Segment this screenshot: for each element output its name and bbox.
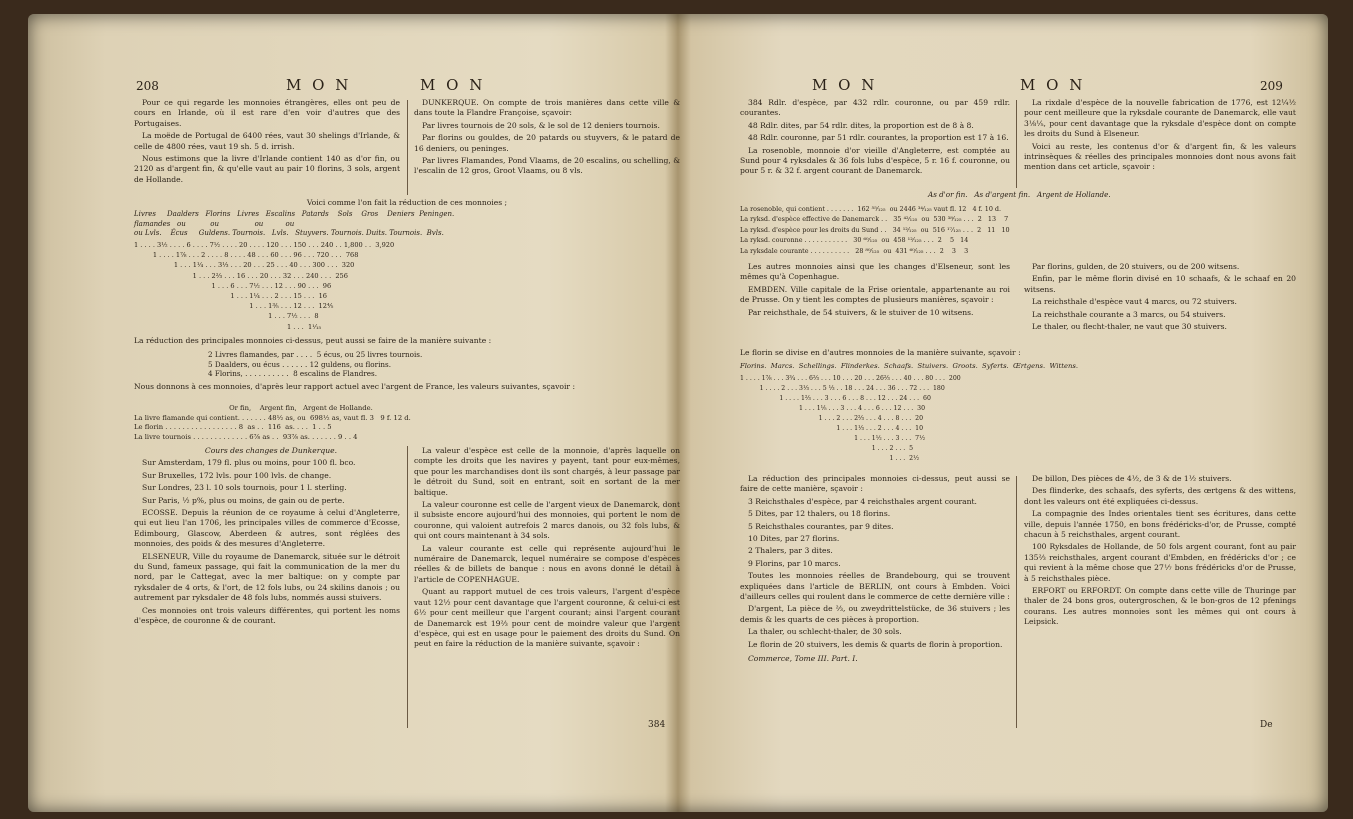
section-title: Cours des changes de Dunkerque.	[204, 446, 338, 455]
left-column-2	[414, 98, 680, 179]
paragraph: La valeur couronne est celle de l'argent vieux de Danemarck, dont il subsiste encore aujourd'hui des monnoies, qui portent le nom de couronne, qui valoient autrefois 2 marcs danois, ou 32 fols lubs, & qui ont cours maintenant à 34 sols.	[414, 500, 680, 541]
florin-table-header: Florins. Marcs. Schellings. Flinderkes. Schaafs. Stuivers. Groots. Syferts. Œrtgens. Wittens.	[740, 362, 1079, 370]
paragraph: Par florins ou gouldes, de 20 patards ou stuyvers, & le patard de 16 deniers, ou peninges.	[414, 133, 680, 153]
paragraph: Par reichsthale, de 54 stuivers, & le stuiver de 10 witsens.	[748, 307, 974, 317]
paragraph: La reichsthale courante a 3 marcs, ou 54 stuivers.	[1032, 309, 1226, 319]
table-1-body: 1 . . . . 3½ . . . . 6 . . . . 7½ . . . . 20 . . . . 120 . . . 150 . . . 240 . . 1,800 . . 3,920 1 . . . . 1⅞ . . . 2 . . . . 8 . . . . 48 . . . 60 . . . 96 . . . 720 . . . 768 1 . . . 1¼ . . . 3⅓ . . . 20 . . . 25 . . . 40 . . . 300 . . . 320 1 . . . 2⅔ . . . 16 . . . 20 . . . 32 . . . 240 . . . 256 1 . . . 6 . . . 7½ . . . 12 . . . 90 . . . 96 1 . . . 1¼ . . . 2 . . . 15 . . . 16 1 . . . 1⅗ . . . 12 . . . 12⅘ 1 . . . 7½ . . . 8 1 . . . 1¹⁄₁₅	[134, 241, 395, 331]
right-catchword: De	[1260, 720, 1273, 730]
rosenoble-table-header: As d'or fin. As d'argent fin. Argent de Hollande.	[928, 190, 1111, 199]
left-column-3	[134, 446, 400, 629]
paragraph: Sur Amsterdam, 179 fl. plus ou moins, pour 100 fl. bco.	[142, 458, 356, 468]
paragraph: EMBDEN. Ville capitale de la Frise orientale, appartenante au roi de Prusse. On y tient les comptes de plusieurs manières, sçavoir :	[740, 284, 1010, 305]
paragraph: Par livres tournois de 20 sols, & le sol de 12 deniers tournois.	[422, 120, 660, 130]
right-column-6	[1024, 474, 1296, 630]
paragraph: 48 Rdlr. couronne, par 51 rdlr. courantes, la proportion est 17 à 16.	[748, 133, 1009, 143]
paragraph: Voici au reste, les contenus d'or & d'argent fin, & les valeurs intrinsèques & réelles des principales monnoies dont nous avons fait mention dans cet article, sçavoir :	[1024, 141, 1296, 172]
paragraph: La réduction des principales monnoies ci-dessus, peut aussi se faire de cette manière, sçavoir :	[740, 474, 1010, 494]
paragraph: 100 Ryksdales de Hollande, de 50 fols argent courant, font au pair 135⅔ reichsthales, argent courant d'Embden, en frédéricks d'or ; ce qui revient à la même chose que 27⅐ bons frédéricks d'or de Prusse, à 5 reichsthales pièce.	[1024, 542, 1296, 583]
right-column-3	[740, 262, 1010, 320]
open-book	[28, 14, 1328, 812]
paragraph: La valeur d'espèce est celle de la monnoie, d'après laquelle on compte les droits que les navires y payent, tant pour eux-mêmes, que pour les marchandises dont ils sont chargés, à leur passage par le détroit du Sund, soit en entrant, soit en sortant de la mer baltique.	[414, 446, 680, 497]
paragraph: Sur Bruxelles, 172 lvls. pour 100 lvls. de change.	[142, 470, 332, 480]
right-column-1	[740, 98, 1010, 179]
paragraph: ELSENEUR, Ville du royaume de Danemarck, située sur le détroit du Sund, fameux passage, qui fait la communication de la mer du nord, par le Cattegat, avec la mer baltique: on y compte par ryksdaler de 4 orts, & l'ort, de 12 fols lubs, ou 24 skilins danois ; ou autrement par ryksdaler de 48 fols lubs, nommés aussi stuivers.	[134, 551, 400, 603]
paragraph: Le florin de 20 stuivers, les demis & quarts de florin à proportion.	[748, 639, 1003, 649]
paragraph: 5 Reichsthales courantes, par 9 dites.	[748, 521, 894, 531]
paragraph: La thaler, ou schlecht-thaler, de 30 sols.	[748, 627, 902, 637]
left-page-running-title-2: M O N	[420, 76, 486, 94]
left-page-number: 208	[136, 79, 159, 93]
paragraph: 2 Thalers, par 3 dites.	[748, 546, 833, 556]
paragraph: De billon, Des pièces de 4½, de 3 & de 1½ stuivers.	[1032, 474, 1232, 483]
rosenoble-table: La rosenoble, qui contient . . . . . . . 162 ⁵⁵⁄₁₂₅ ou 2446 ³⁴⁄₁₂₅ vaut fl. 12 4 f. 10 d. La ryksd. d'espèce effective de Danemarck . . 35 ⁴²⁄₁₂₅ ou 530 ³⁸⁄₁₂₅ . . . 2 13 7 La ryksd. d'espèce pour les droits du Sund . . 34 ¹²⁄₁₂₅ ou 516 ¹⁷⁄₁₂₅ . . . 2 11 10 La ryksd. couronne . . . . . . . . . . . 30 ⁶⁰⁄₁₂₅ ou 458 ¹²⁄₁₂₅ . . . 2 5 14 La ryksdale courante . . . . . . . . . . 28 ⁸⁰⁄₁₂₅ ou 431 ⁶⁰⁄₁₂₅ . . . 2 3 3	[740, 205, 1010, 255]
paragraph: 9 Florins, par 10 marcs.	[748, 558, 841, 568]
paragraph: Ces monnoies ont trois valeurs différentes, qui portent les noms d'espèce, de couronne & de courant.	[134, 605, 400, 626]
left-page-running-title: M O N	[286, 76, 352, 94]
paragraph: Par florins, gulden, de 20 stuivers, ou de 200 witsens.	[1032, 262, 1240, 271]
values-intro: Nous donnons à ces monnoies, d'après leur rapport actuel avec l'argent de France, les valeurs suivantes, sçavoir :	[134, 382, 576, 391]
paragraph: 384 Rdlr. d'espèce, par 432 rdlr. couronne, ou par 459 rdlr. courantes.	[740, 98, 1010, 118]
column-rule	[1016, 100, 1017, 188]
paragraph: Enfin, par le même florin divisé en 10 schaafs, & le schaaf en 20 witsens.	[1024, 274, 1296, 294]
paragraph: 10 Dites, par 27 florins.	[748, 534, 840, 544]
paragraph: La reichsthale d'espèce vaut 4 marcs, ou 72 stuivers.	[1032, 297, 1237, 307]
right-page-running-title: M O N	[812, 76, 878, 94]
table-1-header: Livres Daalders Florins Livres Escalins Patards Sols Gros Deniers Peningen. flamandes ou ou ou ou ou Lvls. Écus Guldens. Tournois. Lvls. Stuyvers. Tournois. Duits. Tournois. Bvls.	[134, 210, 455, 238]
reduction-intro: Voici comme l'on fait la réduction de ces monnoies ;	[306, 198, 508, 207]
paragraph: Sur Londres, 23 l. 10 sols tournois, pour 1 l. sterling.	[142, 483, 347, 493]
right-column-4	[1024, 262, 1296, 334]
reduction-2-rows: 2 Livres flamandes, par . . . . 5 écus, ou 25 livres tournois. 5 Daalders, ou écus . . . . . . 12 guldens, ou florins. 4 Florins, . . . . . . . . . . 8 escalins de Flandres.	[208, 350, 423, 379]
paragraph: Sur Paris, ½ p%, plus ou moins, de gain ou de perte.	[142, 495, 345, 505]
paragraph: Des flinderke, des schaafs, des syferts, des œrtgens & des wittens, dont les valeurs ont été expliquées ci-dessus.	[1024, 486, 1296, 506]
right-page-number: 209	[1260, 79, 1283, 93]
paragraph: La rixdale d'espèce de la nouvelle fabrication de 1776, est 12¼½ pour cent meilleure que la ryksdale courante de Danemarck, elle vaut 3⅛⅕, pour cent davantage que la ryksdale d'espèce dont on compte les droits du Sund à Elseneur.	[1024, 98, 1296, 139]
paragraph: La rosenoble, monnoie d'or vieille d'Angleterre, est comptée au Sund pour 4 ryksdales & 36 fols lubs d'espèce, 5 r. 16 f. couronne, ou pour 5 r. & 32 f. argent courant de Danemarck.	[740, 145, 1010, 176]
paragraph: Pour ce qui regarde les monnoies étrangères, elles ont peu de cours en Irlande, où il est rare d'en voir d'autres que des Portugaises.	[134, 98, 400, 128]
right-column-5	[740, 474, 1010, 667]
column-rule	[407, 446, 408, 728]
column-rule	[1016, 476, 1017, 728]
signature-line: Commerce, Tome III. Part. I.	[748, 654, 858, 664]
column-rule	[407, 100, 408, 195]
paragraph: ECOSSE. Depuis la réunion de ce royaume à celui d'Angleterre, qui eut lieu l'an 1706, les principales villes de commerce d'Ecosse, Edimbourg, Glascow, Aberdeen & autres, sont réglées des monnoies, des poids & des mesures d'Angleterre.	[134, 508, 400, 549]
paragraph: Le thaler, ou flecht-thaler, ne vaut que 30 stuivers.	[1032, 322, 1227, 332]
left-column-1	[134, 98, 400, 187]
paragraph: ERFORT ou ERFORDT. On compte dans cette ville de Thuringe par thaler de 24 bons gros, outergroschen, & le bon-gros de 12 pfenings courans. Les autres monnoies sont les mêmes qui ont cours à Leipsick.	[1024, 586, 1296, 627]
paragraph: La valeur courante est celle qui représente aujourd'hui le numéraire de Danemarck, lequel numéraire se compose d'espèces réelles & de billets de banque : nous en avons donné le détail à l'article de COPENHAGUE.	[414, 543, 680, 584]
paragraph: Nous estimons que la livre d'Irlande contient 140 as d'or fin, ou 2120 as d'argent fin, & qu'elle vaut au pair 10 florins, 3 sols, argent de Hollande.	[134, 154, 400, 184]
reduction-2: La réduction des principales monnoies ci-dessus, peut aussi se faire de la manière suivante :	[134, 336, 492, 345]
paragraph: 3 Reichsthales d'espèce, par 4 reichsthales argent courant.	[748, 496, 977, 506]
paragraph: 5 Dites, par 12 thalers, ou 18 florins.	[748, 509, 891, 519]
paragraph: La moëde de Portugal de 6400 rées, vaut 30 shelings d'Irlande, & celle de 4800 rées, vaut 19 sh. 5 d. irrish.	[134, 131, 400, 151]
left-catchword: 384	[648, 720, 666, 730]
values-table: Or fin, Argent fin, Argent de Hollande. La livre flamande qui contient. . . . . . . 48½ as, ou 698½ as, vaut fl. 3 9 f. 12 d. Le florin . . . . . . . . . . . . . . . . . 8 as . . 116 as. . . . 1 . . 5 La livre tournois . . . . . . . . . . . . . 6⅞ as . . 93⅞ as. . . . . . . 9 . . 4	[134, 404, 411, 441]
florin-table: 1 . . . . 1⅞ . . . 3¾ . . . 6⅔ . . . 10 . . . 20 . . . 26⅔ . . . 40 . . . 80 . . . 200 1 . . . . 2 . . . 3⅓ . . . 5 ⅓ . . 18 . . . 24 . . . 36 . . . 72 . . . 180 1 . . . . 1⅔ . . . 3 . . . 6 . . . 8 . . . 12 . . . 24 . . . 60 1 . . . 1⅕ . . . 3 . . . 4 . . . 6 . . . 12 . . . 30 1 . . . 2 . . . 2⅔ . . . 4 . . . 8 . . . 20 1 . . . 1⅓ . . . 2 . . . 4 . . . 10 1 . . . 1½ . . . 3 . . . 7½ 1 . . . 2 . . . 5 1 . . . 2½	[740, 375, 961, 462]
paragraph: 48 Rdlr. dites, par 54 rdlr. dites, la proportion est de 8 à 8.	[748, 120, 974, 130]
paragraph: DUNKERQUE. On compte de trois manières dans cette ville & dans toute la Flandre Françoise, sçavoir:	[414, 98, 680, 118]
florin-intro: Le florin se divise en d'autres monnoies de la manière suivante, sçavoir :	[740, 348, 1021, 357]
right-page-running-title-2: M O N	[1020, 76, 1086, 94]
paragraph: Par livres Flamandes, Pond Vlaams, de 20 escalins, ou schelling, & l'escalin de 12 gros, Groot Vlaams, ou 8 vls.	[414, 156, 680, 176]
paragraph: Quant au rapport mutuel de ces trois valeurs, l'argent d'espèce vaut 12½ pour cent davantage que l'argent couronne, & celui-ci est 6½ pour cent meilleur que l'argent courant; ainsi l'argent courant de Danemarck est 19⅔ pour cent de moindre valeur que l'argent d'espèce, qui est en usage pour le paiement des droits du Sund. On peut en faire la réduction de la manière suivante, sçavoir :	[414, 587, 680, 649]
right-column-2	[1024, 98, 1296, 175]
paragraph: La compagnie des Indes orientales tient ses écritures, dans cette ville, depuis l'année 1750, en bons frédéricks-d'or, de Prusse, compté chacun à 5 reichsthales, argent courant.	[1024, 509, 1296, 540]
paragraph: Les autres monnoies ainsi que les changes d'Elseneur, sont les mêmes qu'à Copenhague.	[740, 262, 1010, 282]
left-column-4	[414, 446, 680, 652]
paragraph: Toutes les monnoies réelles de Brandebourg, qui se trouvent expliquées dans l'article de BERLIN, ont cours à Embden. Voici d'ailleurs celles qui roulent dans le commerce de cette dernière ville :	[740, 571, 1010, 602]
paragraph: D'argent, La pièce de ⅔, ou zweydrittelstücke, de 36 stuivers ; les demis & les quarts de ces pièces à proportion.	[740, 604, 1010, 624]
